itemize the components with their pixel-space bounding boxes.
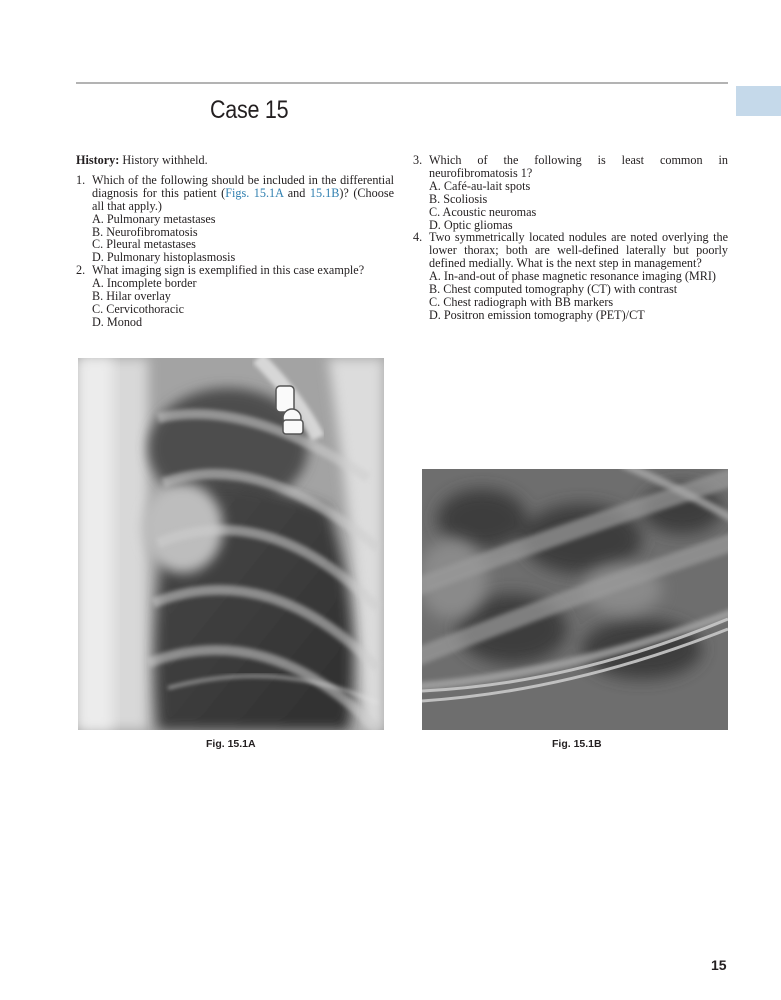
answer-options (429, 180, 728, 232)
answer-option: A. Pulmonary metastases (92, 211, 216, 226)
question-3 (413, 154, 728, 231)
question-number: 2. (76, 263, 86, 278)
answer-option: B. Scoliosis (429, 191, 488, 206)
answer-option: A. Café-au-lait spots (429, 178, 531, 193)
page-number: 15 (711, 957, 727, 973)
answer-option: D. Positron emission tomography (PET)/CT (429, 307, 645, 322)
figure-link-15-1a[interactable]: Figs. 15.1A (225, 185, 284, 200)
question-text: What imaging sign is exemplified in this case example? (92, 263, 365, 278)
answer-option: C. Chest radiograph with BB markers (429, 294, 614, 309)
question-number: 4. (413, 230, 423, 245)
answer-option: D. Optic gliomas (429, 217, 513, 232)
answer-option: C. Pleural metastases (92, 237, 196, 252)
history-line (76, 154, 394, 167)
radiograph-15-1a-image (78, 358, 384, 730)
question-text: Two symmetrically located nodules are noted overlying the lower thorax; both are well-defined laterally but poorly defined medially. What is the next step in management? (429, 230, 728, 271)
left-column (76, 154, 394, 329)
answer-option: C. Acoustic neuromas (429, 204, 537, 219)
answer-option: A. In-and-out of phase magnetic resonance imaging (MRI) (429, 269, 716, 284)
answer-options (429, 270, 728, 322)
answer-option: B. Chest computed tomography (CT) with contrast (429, 282, 678, 297)
answer-option: B. Hilar overlay (92, 289, 171, 304)
answer-option: A. Incomplete border (92, 276, 197, 291)
question-text: Which of the following should be included in the differential diagnosis for this patient (Figs. 15.1A and 15.1B)? (Choose all that apply.) (92, 172, 394, 213)
question-text: Which of the following is least common in neurofibromatosis 1? (429, 153, 728, 180)
right-column (413, 154, 728, 322)
answer-option: D. Pulmonary histoplasmosis (92, 250, 236, 265)
question-4 (413, 231, 728, 321)
page-title: Case 15 (210, 96, 289, 124)
history-text: History withheld. (122, 153, 208, 167)
question-number: 1. (76, 172, 86, 187)
radiograph-15-1b-image (422, 469, 728, 730)
answer-option: B. Neurofibromatosis (92, 224, 198, 239)
question-1 (76, 174, 394, 264)
answer-options (92, 277, 394, 329)
answer-option: C. Cervicothoracic (92, 301, 185, 316)
answer-options (92, 213, 394, 265)
radiograph-figure-15-1b (422, 469, 728, 730)
chapter-tab (736, 86, 781, 116)
radiograph-figure-15-1a (78, 358, 384, 730)
figure-caption-15-1b: Fig. 15.1B (552, 738, 602, 750)
history-label: History: (76, 153, 120, 167)
figure-link-15-1b[interactable]: 15.1B (309, 185, 340, 200)
figure-caption-15-1a: Fig. 15.1A (206, 738, 256, 750)
question-number: 3. (413, 153, 423, 167)
header-rule (76, 82, 728, 84)
answer-option: D. Monod (92, 314, 143, 329)
question-2 (76, 264, 394, 329)
